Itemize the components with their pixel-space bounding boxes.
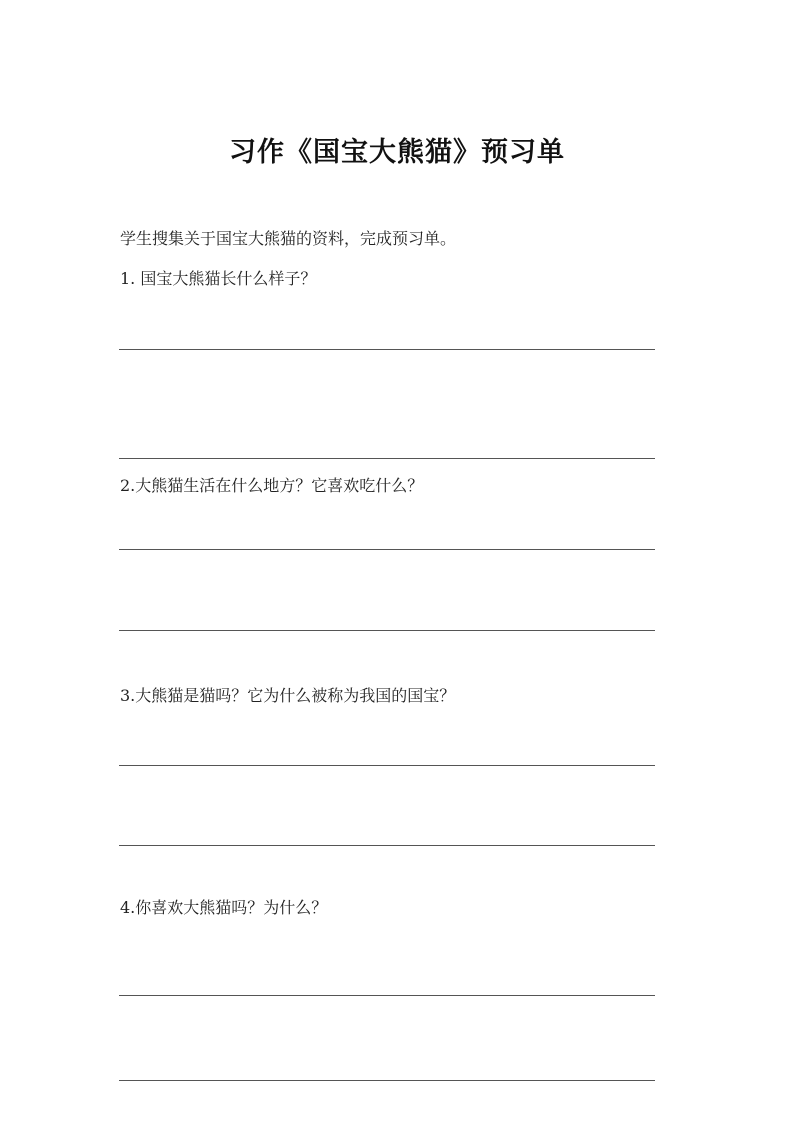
answer-line-1b (119, 458, 655, 459)
question-1: 1. 国宝大熊猫长什么样子？ (120, 269, 317, 288)
question-2: 2.大熊猫生活在什么地方？它喜欢吃什么？ (120, 476, 424, 495)
answer-line-3b (119, 845, 655, 846)
question-4: 4.你喜欢大熊猫吗？为什么？ (120, 898, 328, 917)
answer-line-4b (119, 1080, 655, 1081)
answer-line-2b (119, 630, 655, 631)
answer-line-2a (119, 549, 655, 550)
page-title: 习作《国宝大熊猫》预习单 (229, 137, 565, 168)
answer-line-3a (119, 765, 655, 766)
question-3: 3.大熊猫是猫吗？它为什么被称为我国的国宝？ (120, 686, 456, 705)
answer-line-1a (119, 349, 655, 350)
answer-line-4a (119, 995, 655, 996)
intro-text: 学生搜集关于国宝大熊猫的资料，完成预习单。 (120, 229, 457, 248)
